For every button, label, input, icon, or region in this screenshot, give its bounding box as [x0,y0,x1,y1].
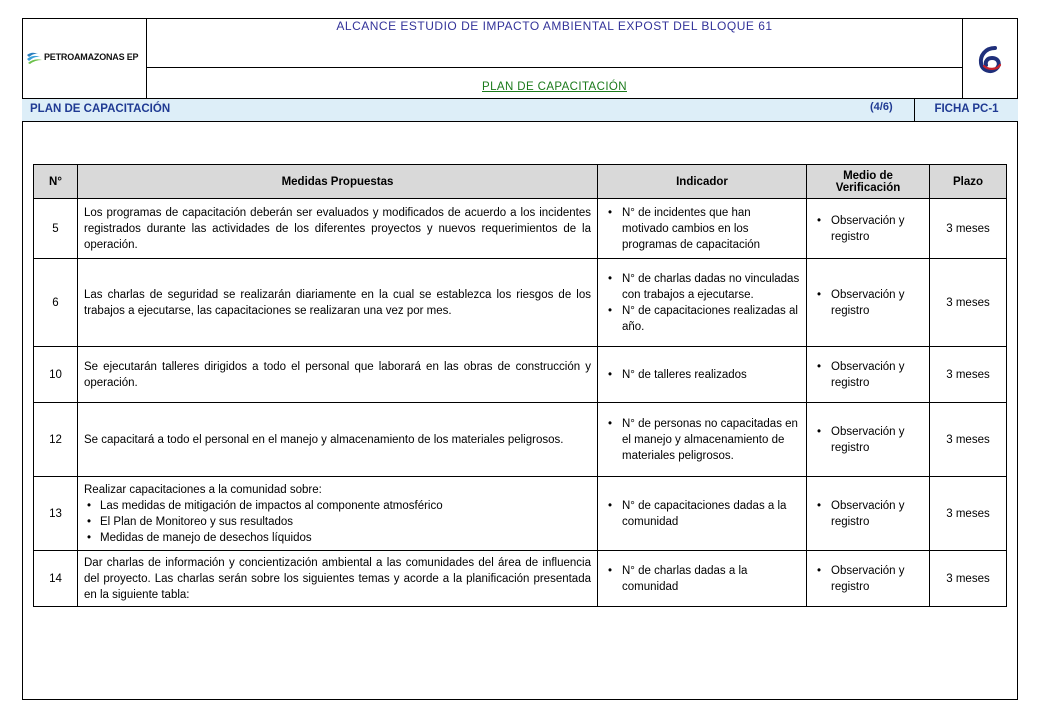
table-row [34,403,1007,477]
verification-item: • Observación y registro [813,359,923,391]
table-header-row [34,165,1007,199]
row-term: 3 meses [930,551,1007,607]
measure-item: • Medidas de manejo de desechos líquidos [84,530,591,546]
row-number: 14 [34,551,78,607]
indicator-item: • N° de capacitaciones dadas a la comunidad [604,498,800,530]
verification-item: • Observación y registro [813,424,923,456]
row-indicator [598,259,807,347]
document-subtitle-text: PLAN DE CAPACITACIÓN [482,81,627,93]
row-verification [807,403,930,477]
section-band [22,98,1018,122]
document-subtitle [147,68,962,98]
row-number: 6 [34,259,78,347]
measures-table [33,164,1007,607]
table-row [34,477,1007,551]
row-verification [807,259,930,347]
row-verification [807,199,930,259]
table-row [34,551,1007,607]
table-row [34,347,1007,403]
row-term: 3 meses [930,199,1007,259]
row-verification [807,477,930,551]
indicator-item: • N° de charlas dadas a la comunidad [604,563,800,595]
row-indicator [598,403,807,477]
row-measure: Los programas de capacitación deberán ser evaluados y modificados de acuerdo a los incidentes registrados durante las actividades de los diferentes proyectos y nuevos requerimientos de la operación. [78,199,598,259]
row-term: 3 meses [930,347,1007,403]
measure-item: • Las medidas de mitigación de impactos al componente atmosférico [84,498,591,514]
table-row [34,199,1007,259]
verification-item: • Observación y registro [813,213,923,245]
row-number: 10 [34,347,78,403]
verification-item: • Observación y registro [813,498,923,530]
row-term: 3 meses [930,403,1007,477]
row-measure: Se capacitará a todo el personal en el manejo y almacenamiento de los materiales peligrosos. [78,403,598,477]
row-number: 13 [34,477,78,551]
column-header-number: N° [34,165,78,199]
indicator-item: • N° de personas no capacitadas en el manejo y almacenamiento de materiales peligrosos. [604,416,800,464]
sheet-code: FICHA PC-1 [914,98,1018,122]
verification-item: • Observación y registro [813,287,923,319]
indicator-item: • N° de capacitaciones realizadas al año. [604,303,800,335]
header-logo-cell [22,18,147,98]
row-number: 12 [34,403,78,477]
table-row [34,259,1007,347]
header-brand-cell [962,18,1018,98]
row-indicator [598,199,807,259]
row-measure: Las charlas de seguridad se realizarán diariamente en la cual se establezca los riesgos de los trabajos a ejecutarse, las capacitaciones se realizaran una vez por mes. [78,259,598,347]
row-indicator [598,347,807,403]
row-verification [807,347,930,403]
row-measure: Dar charlas de información y concientización ambiental a las comunidades del área de influencia del proyecto. Las charlas serán sobre los siguientes temas y acorde a la planificación presentada en la siguiente tabla: [78,551,598,607]
indicator-item: • N° de charlas dadas no vinculadas con trabajos a ejecutarse. [604,271,800,303]
verification-item: • Observación y registro [813,563,923,595]
column-header-indicator: Indicador [598,165,807,199]
row-term: 3 meses [930,477,1007,551]
company-logo-text: PETROAMAZONAS EP [44,52,139,62]
measure-intro: Realizar capacitaciones a la comunidad sobre: [84,483,322,496]
petroamazonas-logo-icon [26,51,44,65]
blue-swirl-logo-icon [975,44,1007,76]
column-header-verification: Medio de Verificación [807,165,930,199]
column-header-term: Plazo [930,165,1007,199]
section-title: PLAN DE CAPACITACIÓN [30,103,171,115]
row-indicator [598,477,807,551]
row-term: 3 meses [930,259,1007,347]
row-measure [78,477,598,551]
row-number: 5 [34,199,78,259]
page-indicator: (4/6) [870,101,893,113]
measure-item: • El Plan de Monitoreo y sus resultados [84,514,591,530]
document-title: ALCANCE ESTUDIO DE IMPACTO AMBIENTAL EXPOST DEL BLOQUE 61 [147,18,962,68]
row-measure: Se ejecutarán talleres dirigidos a todo el personal que laborará en las obras de construcción y operación. [78,347,598,403]
indicator-item: • N° de incidentes que han motivado cambios en los programas de capacitación [604,205,800,253]
column-header-measures: Medidas Propuestas [78,165,598,199]
row-indicator [598,551,807,607]
row-verification [807,551,930,607]
indicator-item: • N° de talleres realizados [604,367,800,383]
